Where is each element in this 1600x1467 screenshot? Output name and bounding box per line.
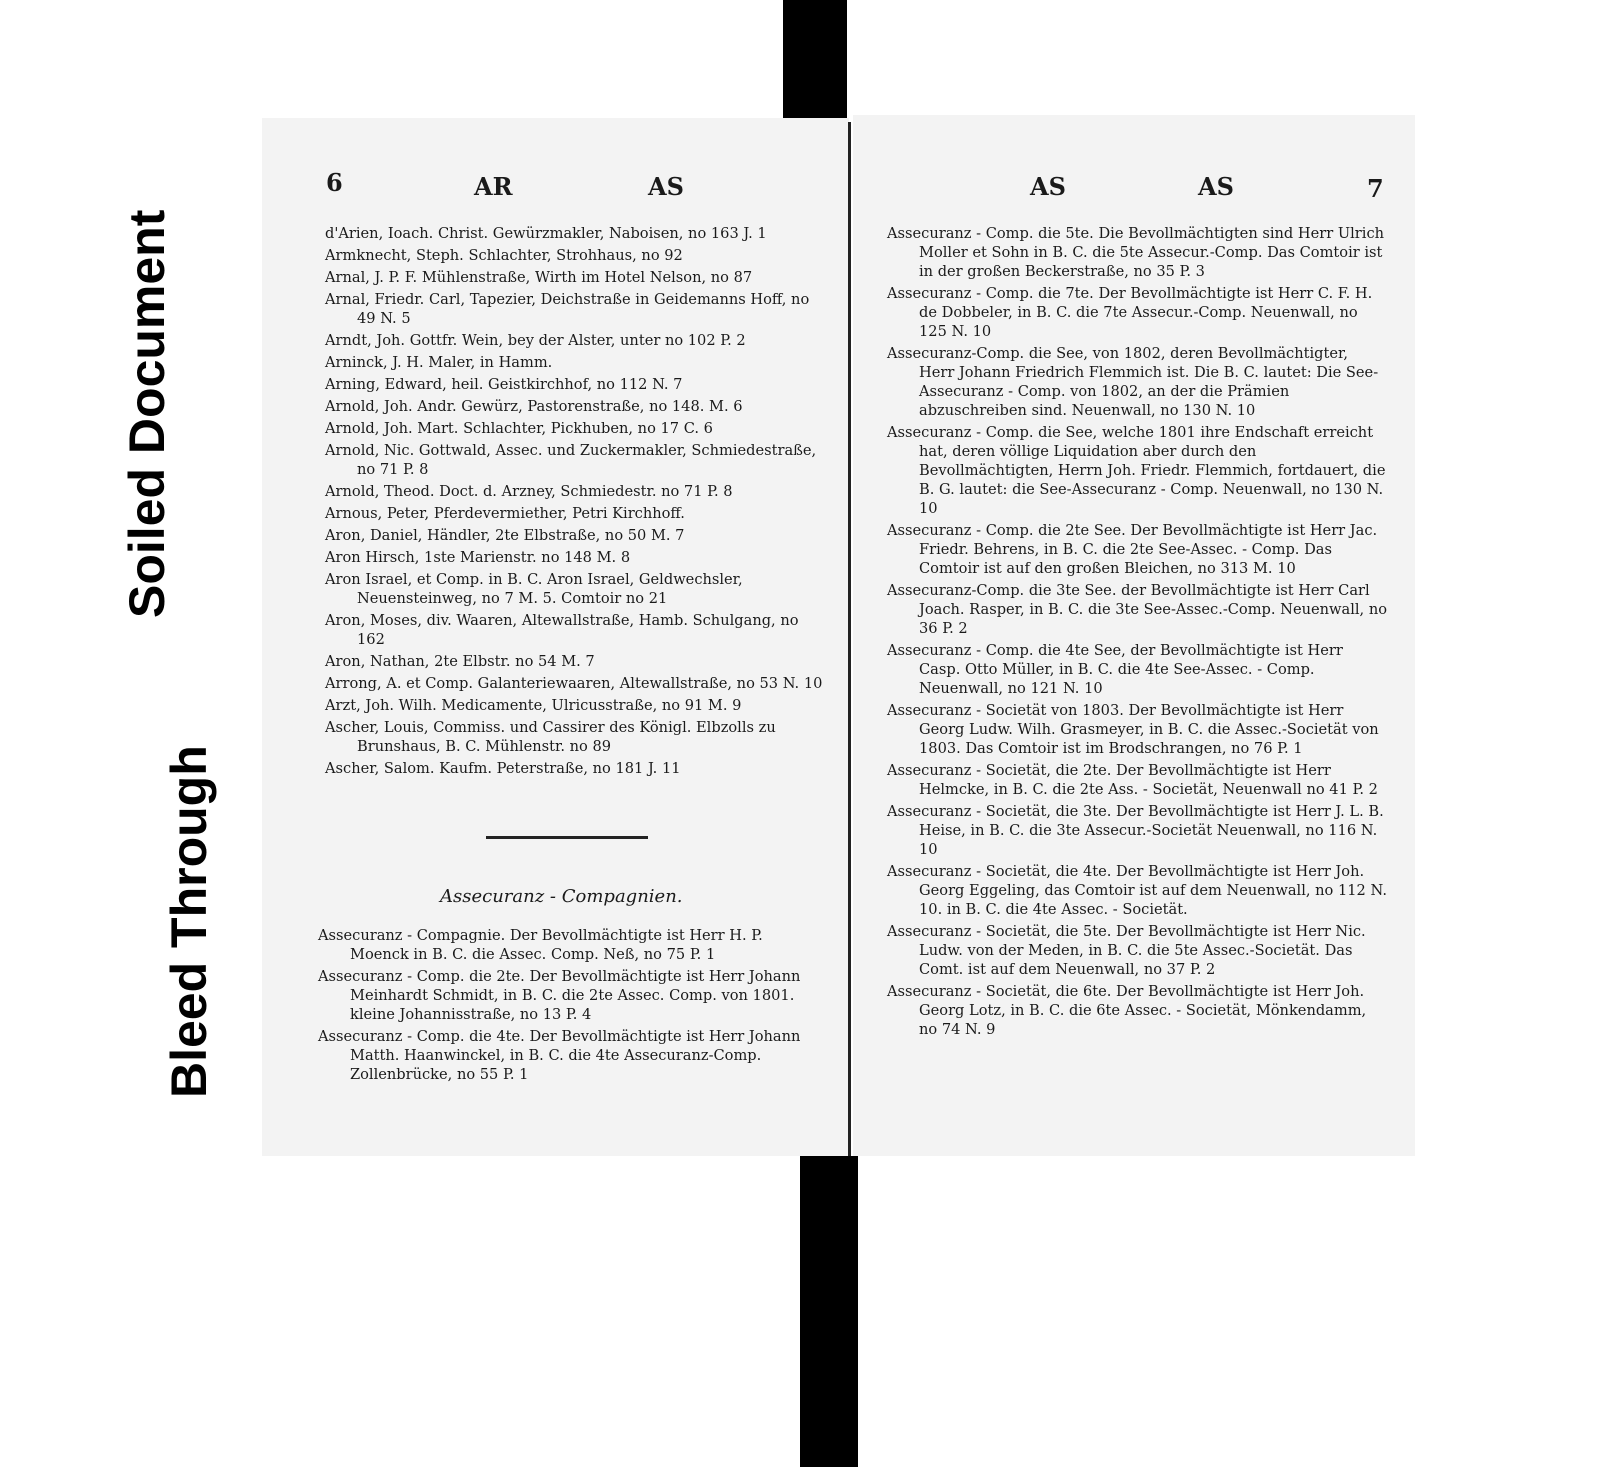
- left-header-left: AR: [474, 172, 513, 201]
- soiled-document-label: Soiled Document: [119, 209, 175, 618]
- directory-entry: Arnal, Friedr. Carl, Tapezier, Deichstraße in Geidemanns Hoff, no 49 N. 5: [325, 291, 810, 327]
- directory-entry: Ascher, Louis, Commiss. und Cassirer des Königl. Elbzolls zu Brunshaus, B. C. Mühlenstr. no 89: [325, 719, 776, 755]
- section-divider: [486, 836, 648, 839]
- directory-entry: Assecuranz-Comp. die 3te See. der Bevollmächtigte ist Herr Carl Joach. Rasper, in B. C. die 3te See-Assec.-Comp. Neuenwall, no 36 P. 2: [887, 582, 1388, 637]
- directory-entry: Arnous, Peter, Pferdevermiether, Petri Kirchhoff.: [325, 505, 685, 522]
- directory-entry: Assecuranz - Comp. die 7te. Der Bevollmächtigte ist Herr C. F. H. de Dobbeler, in B. C. die 7te Assecur.-Comp. Neuenwall, no 125 N. 10: [887, 285, 1373, 340]
- bleed-through-label: Bleed Through: [161, 745, 217, 1098]
- directory-entry: Aron, Nathan, 2te Elbstr. no 54 M. 7: [325, 653, 595, 670]
- binding-strip-top: [783, 0, 847, 122]
- directory-entry: Assecuranz - Comp. die 2te See. Der Bevollmächtigte ist Herr Jac. Friedr. Behrens, in B. C. die 2te See-Assec. - Comp. Das Comtoir ist auf den großen Bleichen, no 313 M. 10: [887, 522, 1378, 577]
- left-header-right: AS: [648, 172, 684, 201]
- directory-entry: Assecuranz - Comp. die 5te. Die Bevollmächtigten sind Herr Ulrich Moller et Sohn in B. C. die 5te Assecur.-Comp. Das Comtoir ist in der großen Beckerstraße, no 35 P. 3: [887, 225, 1385, 280]
- directory-entry: Assecuranz - Societät von 1803. Der Bevollmächtigte ist Herr Georg Ludw. Wilh. Grasmeyer, in B. C. die Assec.-Societät von 1803. Das Comtoir ist im Brodschrangen, no 76 P. 1: [887, 702, 1379, 757]
- right-header-right: AS: [1198, 172, 1234, 201]
- directory-entry: Assecuranz - Societät, die 3te. Der Bevollmächtigte ist Herr J. L. B. Heise, in B. C. die 3te Assecur.-Societät Neuenwall, no 116 N. 10: [887, 803, 1384, 858]
- directory-entry: d'Arien, Ioach. Christ. Gewürzmakler, Naboisen, no 163 J. 1: [325, 225, 767, 242]
- company-entry-list: [318, 926, 818, 1087]
- directory-entry: Arnold, Joh. Mart. Schlachter, Pickhuben, no 17 C. 6: [325, 420, 713, 437]
- right-page-number: 7: [1367, 174, 1384, 203]
- directory-entry: Aron, Moses, div. Waaren, Altewallstraße, Hamb. Schulgang, no 162: [325, 612, 799, 648]
- right-entry-list: [887, 224, 1387, 1042]
- directory-entry: Arrong, A. et Comp. Galanteriewaaren, Altewallstraße, no 53 N. 10: [325, 675, 823, 692]
- directory-entry: Arnold, Nic. Gottwald, Assec. und Zuckermakler, Schmiedestraße, no 71 P. 8: [325, 442, 817, 478]
- directory-entry: Assecuranz - Societät, die 6te. Der Bevollmächtigte ist Herr Joh. Georg Lotz, in B. C. die 6te Assec. - Societät, Mönkendamm, no 74 N. 9: [887, 983, 1367, 1038]
- directory-entry: Assecuranz - Societät, die 4te. Der Bevollmächtigte ist Herr Joh. Georg Eggeling, das Comtoir ist auf dem Neuenwall, no 112 N. 10. in B. C. die 4te Assec. - Societät.: [887, 863, 1387, 918]
- directory-entry: Ascher, Salom. Kaufm. Peterstraße, no 181 J. 11: [325, 760, 681, 777]
- directory-entry: Arninck, J. H. Maler, in Hamm.: [325, 354, 553, 371]
- directory-entry: Arnal, J. P. F. Mühlenstraße, Wirth im Hotel Nelson, no 87: [325, 269, 753, 286]
- directory-entry: Aron Hirsch, 1ste Marienstr. no 148 M. 8: [325, 549, 631, 566]
- left-entry-list: [325, 224, 825, 781]
- directory-entry: Assecuranz - Societät, die 5te. Der Bevollmächtigte ist Herr Nic. Ludw. von der Meden, in B. C. die 5te Assec.-Societät. Das Comt. ist auf dem Neuenwall, no 37 P. 2: [887, 923, 1366, 978]
- section-title: Assecuranz - Compagnien.: [440, 886, 683, 907]
- directory-entry: Arndt, Joh. Gottfr. Wein, bey der Alster, unter no 102 P. 2: [325, 332, 746, 349]
- directory-entry: Aron, Daniel, Händler, 2te Elbstraße, no 50 M. 7: [325, 527, 685, 544]
- directory-entry: Assecuranz - Comp. die 2te. Der Bevollmächtigte ist Herr Johann Meinhardt Schmidt, in B. C. die 2te Assec. Comp. von 1801. kleine Johannisstraße, no 13 P. 4: [318, 968, 801, 1023]
- page-gutter: [848, 122, 851, 1156]
- directory-entry: Assecuranz-Comp. die See, von 1802, deren Bevollmächtigter, Herr Johann Friedrich Flemmich ist. Die B. C. lautet: Die See-Assecuranz - Comp. von 1802, an der die Prämien abzuschreiben sind. Neuenwall, no 130 N. 10: [887, 345, 1379, 419]
- directory-entry: Aron Israel, et Comp. in B. C. Aron Israel, Geldwechsler, Neuensteinweg, no 7 M. 5. Comtoir no 21: [325, 571, 743, 607]
- directory-entry: Assecuranz - Comp. die 4te. Der Bevollmächtigte ist Herr Johann Matth. Haanwinckel, in B. C. die 4te Assecuranz-Comp. Zollenbrücke, no 55 P. 1: [318, 1028, 801, 1083]
- binding-strip-bottom: [800, 1156, 858, 1467]
- directory-entry: Assecuranz - Comp. die 4te See, der Bevollmächtigte ist Herr Casp. Otto Müller, in B. C. die 4te See-Assec. - Comp. Neuenwall, no 121 N. 10: [887, 642, 1343, 697]
- right-header-left: AS: [1030, 172, 1066, 201]
- directory-entry: Arnold, Joh. Andr. Gewürz, Pastorenstraße, no 148. M. 6: [325, 398, 743, 415]
- directory-entry: Assecuranz - Societät, die 2te. Der Bevollmächtigte ist Herr Helmcke, in B. C. die 2te Ass. - Societät, Neuenwall no 41 P. 2: [887, 762, 1378, 798]
- left-page-number: 6: [326, 168, 343, 197]
- directory-entry: Arnold, Theod. Doct. d. Arzney, Schmiedestr. no 71 P. 8: [325, 483, 733, 500]
- directory-entry: Assecuranz - Comp. die See, welche 1801 ihre Endschaft erreicht hat, deren völlige Liquidation aber durch den Bevollmächtigten, Herrn Joh. Friedr. Flemmich, fortdauert, die B. G. lautet: die See-Assecuranz - Comp. Neuenwall, no 130 N. 10: [887, 424, 1386, 517]
- directory-entry: Assecuranz - Compagnie. Der Bevollmächtigte ist Herr H. P. Moenck in B. C. die Assec. Comp. Neß, no 75 P. 1: [318, 927, 763, 963]
- directory-entry: Arning, Edward, heil. Geistkirchhof, no 112 N. 7: [325, 376, 683, 393]
- directory-entry: Arzt, Joh. Wilh. Medicamente, Ulricusstraße, no 91 M. 9: [325, 697, 742, 714]
- directory-entry: Armknecht, Steph. Schlachter, Strohhaus, no 92: [325, 247, 683, 264]
